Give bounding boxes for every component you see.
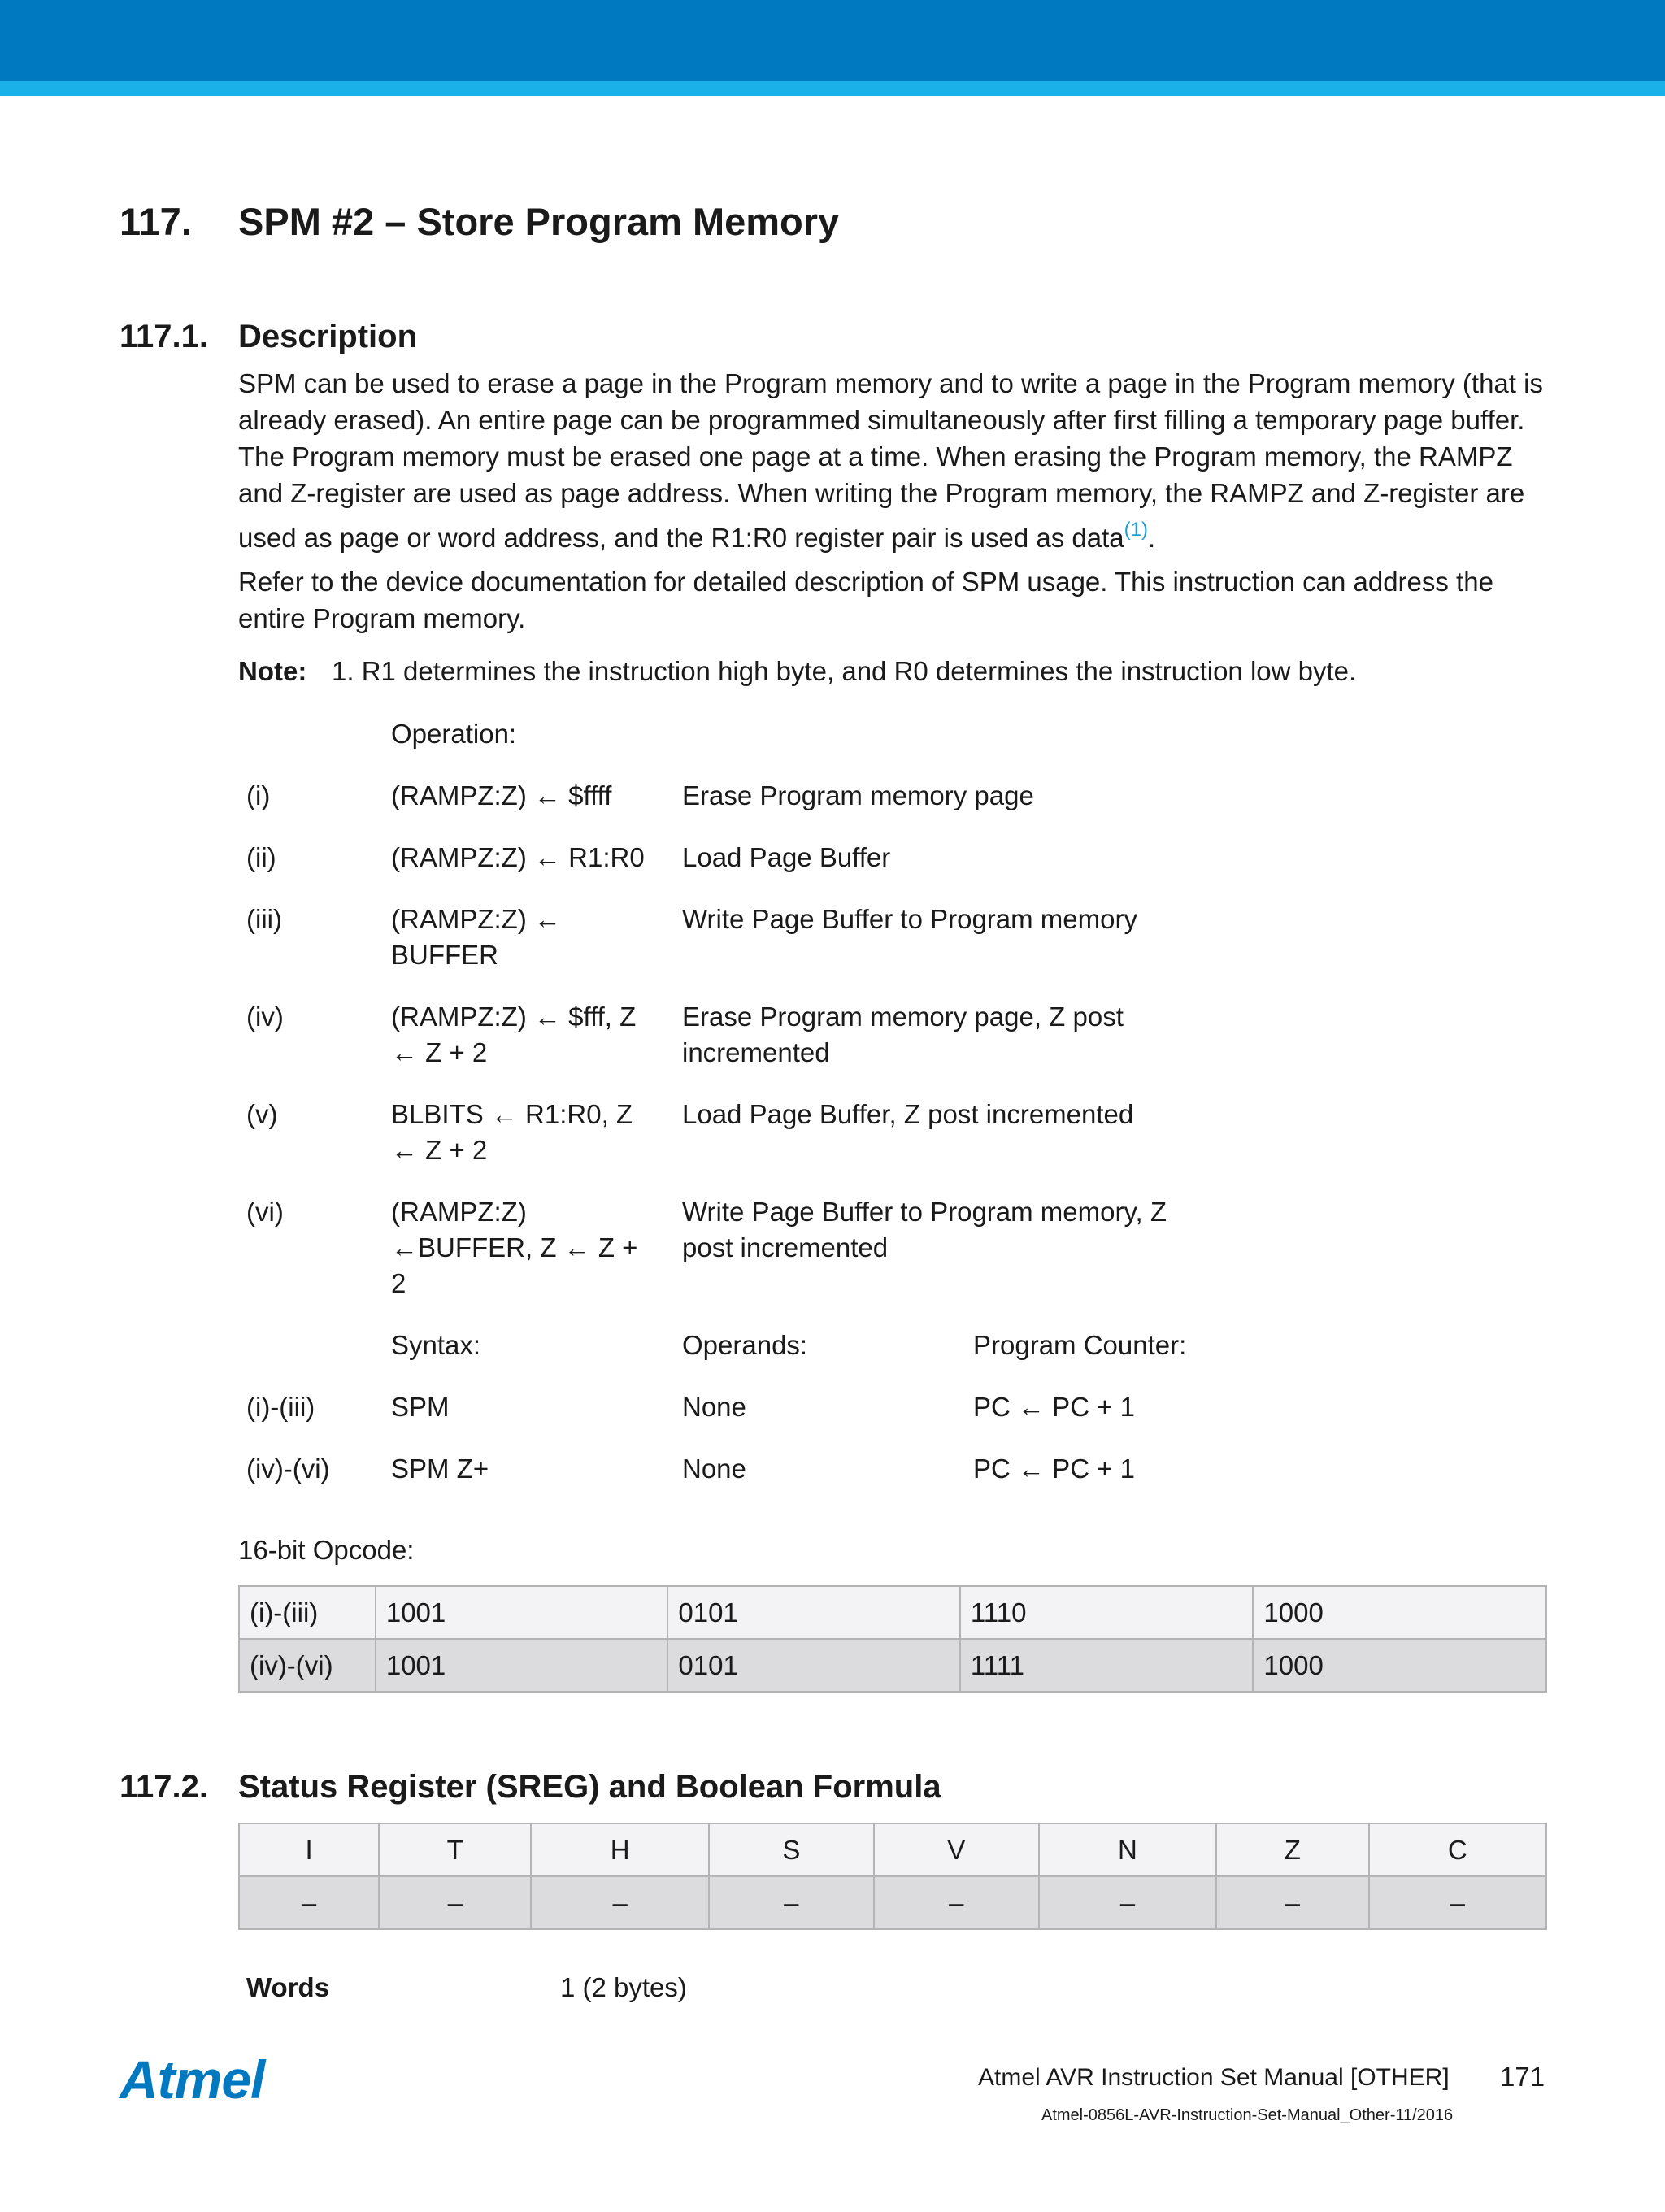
- atmel-logo: Atmel: [120, 2049, 265, 2110]
- operation-row-id: (v): [246, 1099, 278, 1129]
- subsection-title: Description: [238, 319, 418, 354]
- table-cell: 1001: [376, 1639, 668, 1692]
- syntax-row-pc: PC ← PC + 1: [973, 1454, 1135, 1484]
- operation-row-id: (iv): [246, 1002, 284, 1032]
- operation-row-expression: BLBITS ← R1:R0, Z ← Z + 2: [391, 1099, 633, 1165]
- syntax-row-operands: None: [682, 1392, 746, 1422]
- table-cell: (iv)-(vi): [239, 1639, 376, 1692]
- syntax-row-operands: None: [682, 1454, 746, 1484]
- sreg-flag-c: C: [1369, 1823, 1546, 1876]
- opcode-label: 16-bit Opcode:: [238, 1535, 415, 1565]
- operation-row-id: (vi): [246, 1197, 284, 1227]
- table-cell: 1000: [1253, 1586, 1546, 1639]
- operation-row-description: Load Page Buffer, Z post incremented: [682, 1099, 1134, 1129]
- operation-row-description: Load Page Buffer: [682, 842, 891, 872]
- sreg-value-h: –: [531, 1876, 708, 1929]
- table-cell: (i)-(iii): [239, 1586, 376, 1639]
- table-row: [239, 1586, 1546, 1639]
- sreg-flag-i: I: [239, 1823, 379, 1876]
- table-cell: 0101: [667, 1639, 960, 1692]
- operation-row-description: Write Page Buffer to Program memory: [682, 904, 1137, 934]
- syntax-row-id: (i)-(iii): [246, 1392, 315, 1422]
- table-cell: 1001: [376, 1586, 668, 1639]
- header-bar: [0, 0, 1665, 81]
- sreg-value-c: –: [1369, 1876, 1546, 1929]
- description-text: SPM can be used to erase a page in the Program memory and to write a page in the Program memory (that is already erased). An entire page can be programmed simultaneously after first filling a temporary page buffer. The Program memory must be erased one page at a time. When erasing the Program memory, the RAMPZ and Z-register are used as page address. When writing the Program memory, the RAMPZ and Z-register are used as page or word address, and the R1:R0 register pair is used as data: [238, 368, 1543, 553]
- sreg-value-s: –: [709, 1876, 874, 1929]
- sreg-value-v: –: [874, 1876, 1039, 1929]
- operation-row-expression: (RAMPZ:Z) ← BUFFER: [391, 904, 561, 970]
- opcode-table: [238, 1585, 1547, 1693]
- sreg-table: [238, 1823, 1547, 1930]
- sreg-flag-s: S: [709, 1823, 874, 1876]
- reference-paragraph: Refer to the device documentation for detailed description of SPM usage. This instruction can address the entire Program memory.: [238, 567, 1493, 633]
- operation-row-expression: (RAMPZ:Z) ←BUFFER, Z ← Z + 2: [391, 1197, 638, 1298]
- footer-document-id: Atmel-0856L-AVR-Instruction-Set-Manual_Other-11/2016: [1041, 2106, 1454, 2124]
- syntax-row-syntax: SPM Z+: [391, 1454, 489, 1484]
- operands-heading: Operands:: [682, 1330, 808, 1360]
- sreg-value-z: –: [1216, 1876, 1368, 1929]
- operation-row-expression: (RAMPZ:Z) ← $fff, Z ← Z + 2: [391, 1002, 637, 1067]
- table-row: [239, 1823, 1546, 1876]
- table-row: [239, 1639, 1546, 1692]
- operation-row-expression: (RAMPZ:Z) ← R1:R0: [391, 842, 645, 872]
- sreg-value-n: –: [1039, 1876, 1216, 1929]
- operation-row-id: (i): [246, 780, 271, 810]
- operation-heading: Operation:: [391, 719, 517, 749]
- operation-row-description: Write Page Buffer to Program memory, Z post incremented: [682, 1197, 1167, 1262]
- subsection-title: Status Register (SREG) and Boolean Formula: [238, 1769, 941, 1805]
- table-row: [239, 1876, 1546, 1929]
- description-paragraph: SPM can be used to erase a page in the Program memory and to write a page in the Program memory (that is already erased). An entire page can be programmed simultaneously after first filling a temporary page buffer. The Program memory must be erased one page at a time. When erasing the Program memory, the RAMPZ and Z-register are used as page address. When writing the Program memory, the RAMPZ and Z-register are used as page or word address, and the R1:R0 register pair is used as data$^{(1)}$.: [238, 368, 1543, 553]
- table-cell: 1110: [960, 1586, 1254, 1639]
- footer-manual-title: Atmel AVR Instruction Set Manual [OTHER]: [978, 2064, 1450, 2091]
- operation-row-expression: (RAMPZ:Z) ← $ffff: [391, 780, 612, 810]
- subsection-number: 117.1.: [120, 319, 209, 354]
- sreg-flag-n: N: [1039, 1823, 1216, 1876]
- words-label: Words: [246, 1972, 330, 2002]
- operation-row-id: (iii): [246, 904, 282, 934]
- operation-row-id: (ii): [246, 842, 276, 872]
- sreg-value-t: –: [379, 1876, 531, 1929]
- sreg-flag-h: H: [531, 1823, 708, 1876]
- section-title: SPM #2 – Store Program Memory: [238, 200, 840, 243]
- page-number: 171: [1500, 2062, 1545, 2092]
- syntax-row-pc: PC ← PC + 1: [973, 1392, 1135, 1422]
- sreg-flag-t: T: [379, 1823, 531, 1876]
- syntax-row-syntax: SPM: [391, 1392, 450, 1422]
- table-cell: 1000: [1253, 1639, 1546, 1692]
- operation-row-description: Erase Program memory page, Z post incremented: [682, 1002, 1124, 1067]
- subsection-number: 117.2.: [120, 1769, 209, 1805]
- note-text: 1. R1 determines the instruction high byte, and R0 determines the instruction low byte.: [332, 656, 1357, 686]
- syntax-row-id: (iv)-(vi): [246, 1454, 330, 1484]
- syntax-heading: Syntax:: [391, 1330, 481, 1360]
- footnote-ref-link[interactable]: (1): [1124, 519, 1148, 541]
- words-value: 1 (2 bytes): [560, 1972, 687, 2002]
- sreg-flag-z: Z: [1216, 1823, 1368, 1876]
- sreg-flag-v: V: [874, 1823, 1039, 1876]
- sreg-value-i: –: [239, 1876, 379, 1929]
- table-cell: 0101: [667, 1586, 960, 1639]
- program-counter-heading: Program Counter:: [973, 1330, 1187, 1360]
- note-label: Note:: [238, 656, 307, 686]
- table-cell: 1111: [960, 1639, 1254, 1692]
- header-stripe: [0, 81, 1665, 96]
- section-number: 117.: [120, 200, 192, 243]
- operation-row-description: Erase Program memory page: [682, 780, 1034, 810]
